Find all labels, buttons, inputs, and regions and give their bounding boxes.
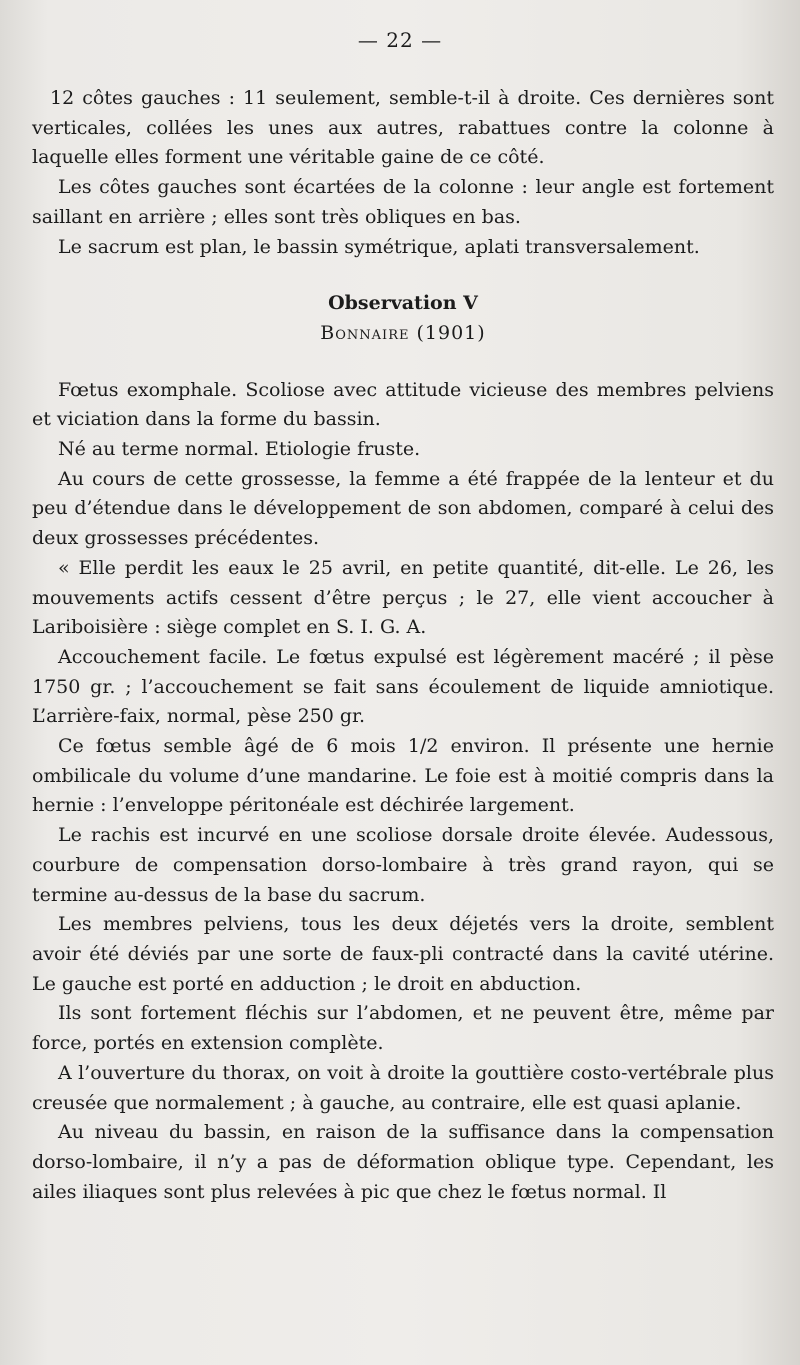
paragraph: Le rachis est incurvé en une scoliose dorsale droite élevée. Audessous, courbure de compensation dorso-lombaire à très grand rayon, qui se termine au-dessus de la base du sacrum. bbox=[32, 824, 774, 906]
paragraph: Ce fœtus semble âgé de 6 mois 1/2 environ. Il présente une hernie ombilicale du volume d’une mandarine. Le foie est à moitié compris dans la hernie : l’enveloppe péritonéale est déchirée largement. bbox=[32, 735, 774, 817]
paragraph: « Elle perdit les eaux le 25 avril, en petite quantité, dit-elle. Le 26, les mouvements actifs cessent d’être perçus ; le 27, elle vient accoucher à Lariboisière : siège complet en S. I. G. A. bbox=[32, 556, 774, 639]
paragraph: Au cours de cette grossesse, la femme a été frappée de la lenteur et du peu d’étendue dans le développement de son abdomen, comparé à celui des deux grossesses précédentes. bbox=[32, 467, 774, 550]
body-text bbox=[32, 84, 774, 1207]
paragraph: Né au terme normal. Etiologie fruste. bbox=[58, 438, 421, 461]
paragraph: Les côtes gauches sont écartées de la colonne : leur angle est fortement saillant en arrière ; elles sont très obliques en bas. bbox=[32, 176, 774, 228]
paragraph: Les membres pelviens, tous les deux déjetés vers la droite, semblent avoir été déviés par une sorte de faux-pli contracté dans la cavité utérine. Le gauche est porté en adduction ; le droit en abduction. bbox=[32, 913, 774, 995]
paragraph: Fœtus exomphale. Scoliose avec attitude vicieuse des membres pelviens et viciation dans la forme du bassin. bbox=[32, 378, 774, 431]
paragraph: Le sacrum est plan, le bassin symétrique, aplati transversalement. bbox=[58, 235, 700, 258]
observation-title: Observation V bbox=[328, 292, 478, 315]
paragraph: Accouchement facile. Le fœtus expulsé est légèrement macéré ; il pèse 1750 gr. ; l’accouchement se fait sans écoulement de liquide amniotique. L’arrière-faix, normal, pèse 250 gr. bbox=[32, 645, 774, 728]
paragraph: 12 côtes gauches : 11 seulement, semble-t-il à droite. Ces dernières sont verticales, collées les unes aux autres, rabattues contre la colonne à laquelle elles forment une véritable gaine de ce côté. bbox=[32, 87, 774, 169]
paragraph: Ils sont fortement fléchis sur l’abdomen, et ne peuvent être, même par force, portés en extension complète. bbox=[32, 1002, 774, 1055]
page-number: — 22 — bbox=[357, 28, 443, 52]
paragraph: Au niveau du bassin, en raison de la suffisance dans la compensation dorso-lombaire, il n’y a pas de déformation oblique type. Cependant, les ailes iliaques sont plus relevées à pic que chez le fœtus normal. Il bbox=[32, 1121, 774, 1203]
observation-author: Bonnaire (1901) bbox=[320, 321, 486, 344]
paragraph: A l’ouverture du thorax, on voit à droite la gouttière costo-vertébrale plus creusée que normalement ; à gauche, au contraire, elle est quasi aplanie. bbox=[32, 1061, 774, 1114]
